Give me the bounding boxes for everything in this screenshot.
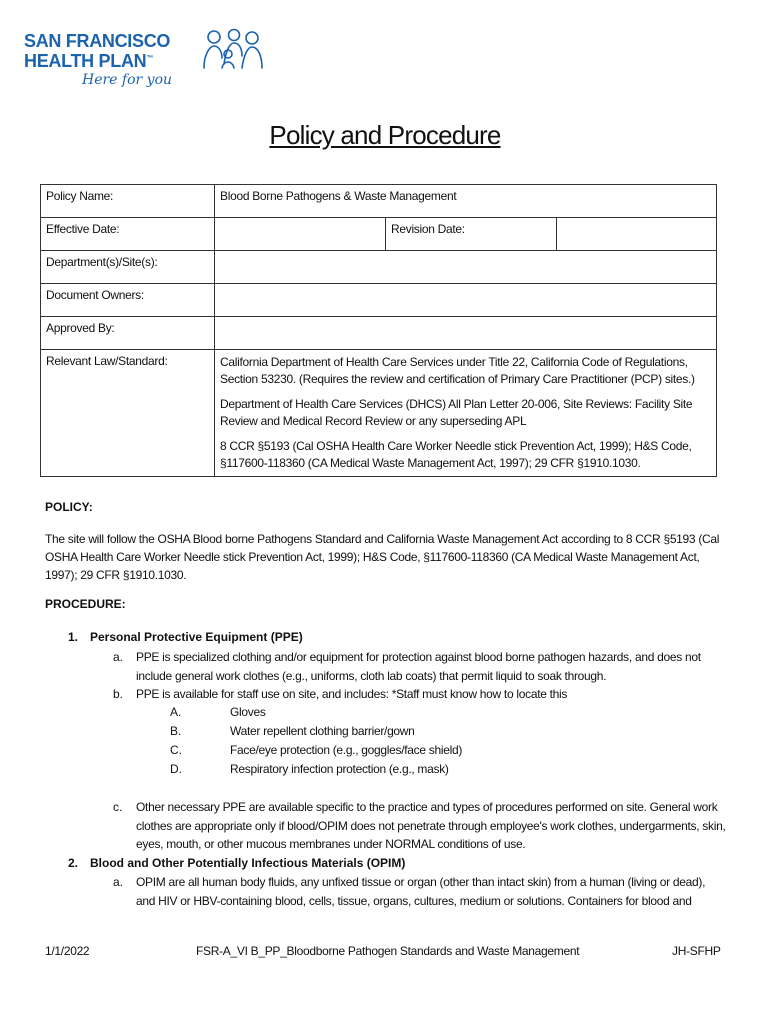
policy-meta-table <box>40 184 717 477</box>
item2-title: Blood and Other Potentially Infectious Materials (OPIM) <box>90 856 406 870</box>
ppe-list-item-face: Face/eye protection (e.g., goggles/face shield) <box>230 743 463 757</box>
logo-line1: SAN FRANCISCO <box>24 31 171 51</box>
relevant-law-p2: Department of Health Care Services (DHCS) All Plan Letter 20-006, Site Reviews: Facility Site Review and Medical Record Review or any superseding APL <box>220 397 693 428</box>
item1-c-text: Other necessary PPE are available specific to the practice and types of procedures performed on site. General work clothes are appropriate only if blood/OPIM does not penetrate through employee's work clothes, undergarments, skin, eyes, mouth, or other mucous membranes under NORMAL conditions of use. <box>136 800 726 851</box>
ppe-list-letter-a: A. <box>170 705 182 719</box>
item1-b-text: PPE is available for staff use on site, and includes: *Staff must know how to locate this <box>136 687 568 701</box>
ppe-list-letter-c: C. <box>170 743 182 757</box>
relevant-law-p3: 8 CCR §5193 (Cal OSHA Health Care Worker Needle stick Prevention Act, 1999); H&S Code, §117600-118360 (CA Medical Waste Management Act, 1997); 29 CFR §1910.1030. <box>220 439 692 470</box>
footer-code: JH-SFHP <box>672 944 721 958</box>
ppe-list-letter-d: D. <box>170 762 182 776</box>
item1-b-letter: b. <box>113 687 124 701</box>
footer-document-name: FSR-A_VI B_PP_Bloodborne Pathogen Standards and Waste Management <box>196 944 580 958</box>
family-icon <box>200 28 266 72</box>
effective-date-value <box>215 218 386 251</box>
policy-name-value: Blood Borne Pathogens & Waste Management <box>215 185 717 218</box>
policy-text: The site will follow the OSHA Blood borne Pathogens Standard and California Waste Management Act according to 8 CCR §5193 (Cal OSHA Health Care Worker Needle stick Prevention Act, 1999); H&S Code, §117600-118360 (CA Medical Waste Management Act, 1997); 29 CFR §1910.1030. <box>45 532 720 582</box>
departments-value <box>215 251 717 284</box>
page-title: Policy and Procedure <box>269 120 501 150</box>
item1-title: Personal Protective Equipment (PPE) <box>90 630 303 644</box>
logo-line2: HEALTH PLAN™ <box>24 51 154 71</box>
owners-label: Document Owners: <box>41 284 215 317</box>
owners-value <box>215 284 717 317</box>
revision-date-label: Revision Date: <box>386 218 557 251</box>
item1-a-text: PPE is specialized clothing and/or equipment for protection against blood borne pathogen hazards, and does not include general work clothes (e.g., uniforms, cloth lab coats) that permit liquid to soak through. <box>136 650 701 683</box>
logo-tagline: Here for you <box>82 72 173 88</box>
approved-label: Approved By: <box>41 317 215 350</box>
item1-a-letter: a. <box>113 650 124 664</box>
footer-date: 1/1/2022 <box>45 944 90 958</box>
departments-label: Department(s)/Site(s): <box>41 251 215 284</box>
relevant-law-value <box>215 350 717 477</box>
sfhp-logo <box>24 28 254 98</box>
ppe-list-item-mask: Respiratory infection protection (e.g., mask) <box>230 762 449 776</box>
ppe-list-item-gown: Water repellent clothing barrier/gown <box>230 724 415 738</box>
item2-number: 2. <box>68 856 79 870</box>
item2-a-text: OPIM are all human body fluids, any unfixed tissue or organ (other than intact skin) from a human (living or dead), and HIV or HBV-containing blood, cells, tissue, organs, cultures, medium or solutions. Containers for blood and <box>136 875 706 908</box>
item1-c-letter: c. <box>113 800 123 814</box>
approved-value <box>215 317 717 350</box>
policy-heading: POLICY: <box>45 500 93 514</box>
ppe-list-item-gloves: Gloves <box>230 705 266 719</box>
effective-date-label: Effective Date: <box>41 218 215 251</box>
revision-date-value <box>557 218 717 251</box>
relevant-law-p1: California Department of Health Care Services under Title 22, California Code of Regulations, Section 53230. (Requires the review and certification of Primary Care Practitioner (PCP) sites.) <box>220 355 695 386</box>
item2-a-letter: a. <box>113 875 124 889</box>
relevant-law-label: Relevant Law/Standard: <box>41 350 215 477</box>
ppe-list-letter-b: B. <box>170 724 182 738</box>
policy-name-label: Policy Name: <box>41 185 215 218</box>
item1-number: 1. <box>68 630 79 644</box>
procedure-heading: PROCEDURE: <box>45 597 126 611</box>
